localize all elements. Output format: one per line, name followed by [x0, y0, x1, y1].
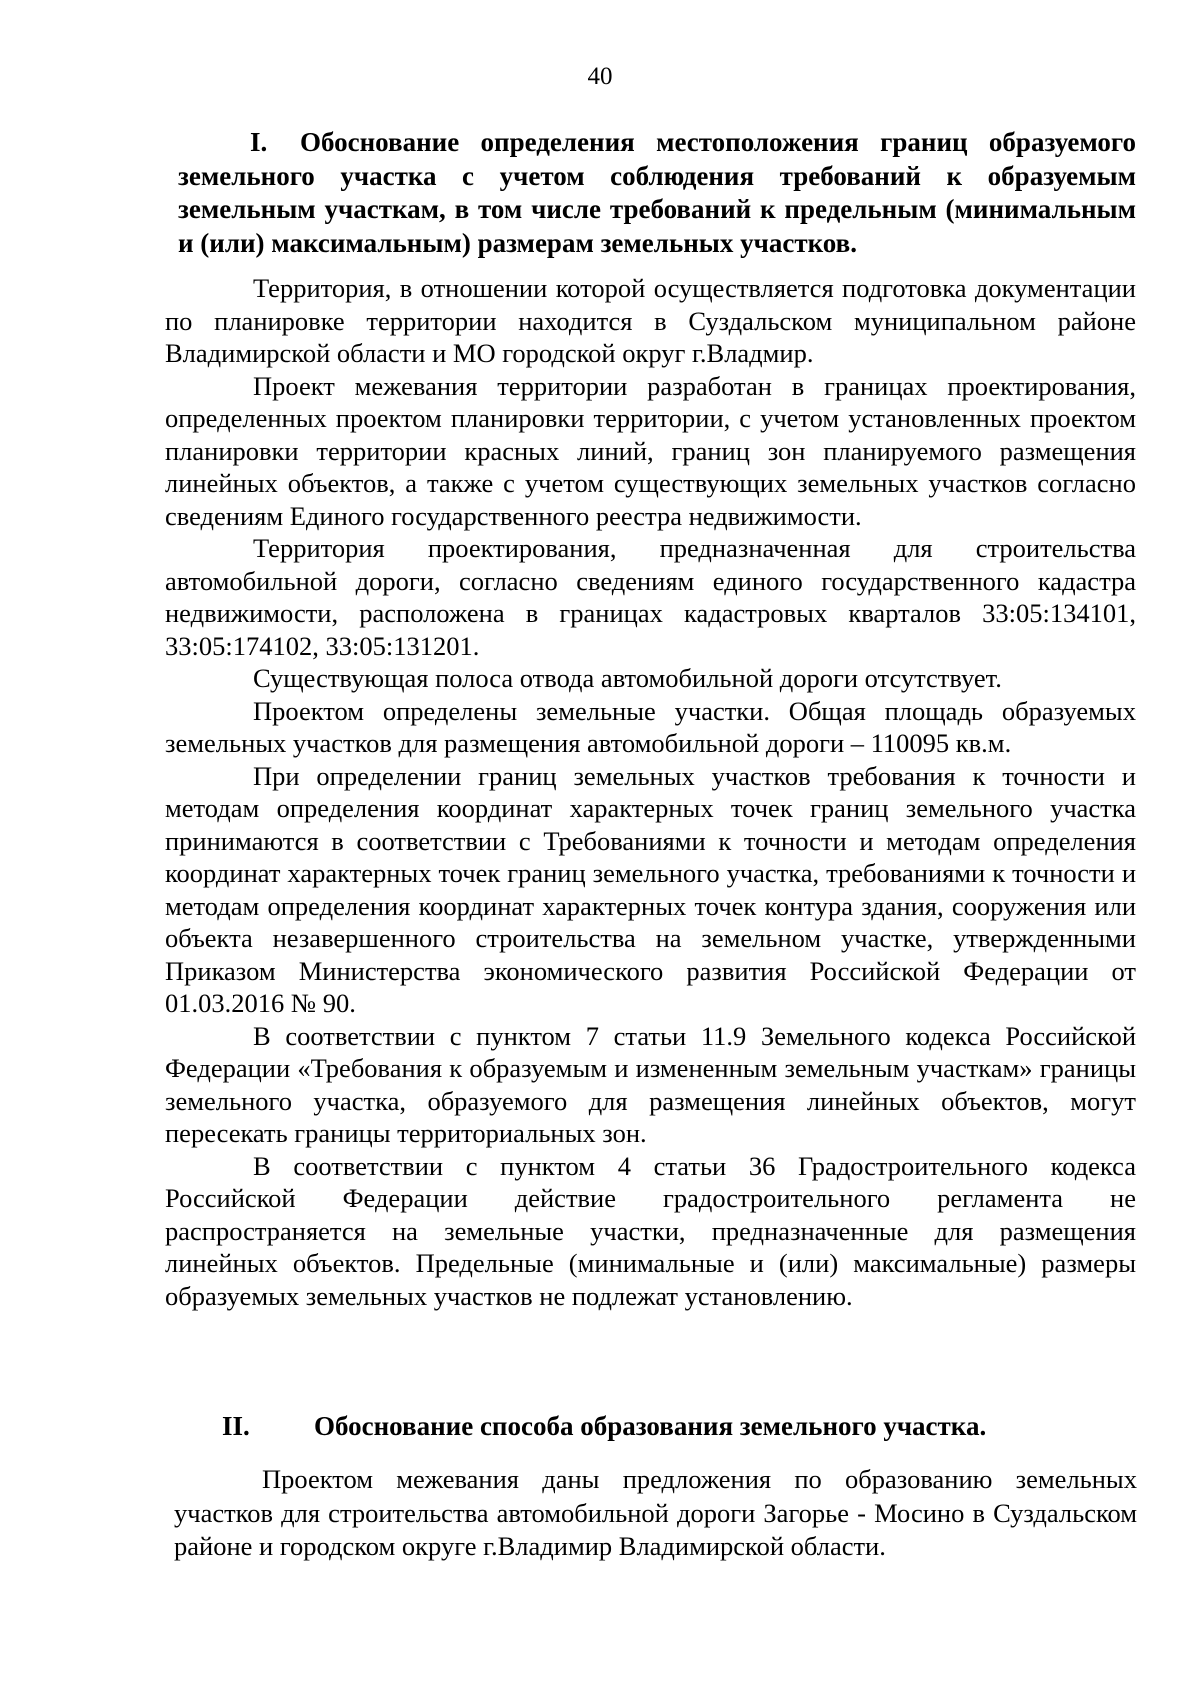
paragraph: Территория, в отношении которой осуществляется подготовка документации по планировке территории находится в Суздальском муниципальном районе Владимирской области и МО городской округ г.Владмир. [165, 273, 1136, 368]
paragraph: Существующая полоса отвода автомобильной дороги отсутствует. [253, 663, 1002, 693]
section-2-title: Обоснование способа образования земельного участка. [314, 1411, 987, 1441]
paragraph: Проектом межевания даны предложения по образованию земельных участков для строительства автомобильной дороги Загорье - Мосино в Суздальском районе и городском округе г.Владимир Владимирской области. [174, 1464, 1137, 1561]
section-2-numeral: II. [222, 1411, 250, 1441]
paragraph: Проектом определены земельные участки. Общая площадь образуемых земельных участков для размещения автомобильной дороги – 110095 кв.м. [165, 695, 1136, 758]
paragraph: Территория проектирования, предназначенная для строительства автомобильной дороги, согласно сведениям единого государственного кадастра недвижимости, расположена в границах кадастровых кварталов 33:05:134101, 33:05:174102, 33:05:131201. [165, 533, 1136, 661]
section-2-heading [222, 1409, 1122, 1443]
paragraph: В соответствии с пунктом 4 статьи 36 Градостроительного кодекса Российской Федерации действие градостроительного регламента не распространяется на земельные участки, предназначенные для размещения линейных объектов. Предельные (минимальные и (или) максимальные) размеры образуемых земельных участков не подлежат установлению. [165, 1150, 1136, 1311]
paragraph: В соответствии с пунктом 7 статьи 11.9 Земельного кодекса Российской Федерации «Требования к образуемым и измененным земельным участкам» границы земельного участка, образуемого для размещения линейных объектов, могут пересекать границы территориальных зон. [165, 1020, 1136, 1148]
paragraph: При определении границ земельных участков требования к точности и методам определения координат характерных точек границ земельного участка принимаются в соответствии с Требованиями к точности и методам определения координат характерных точек границ земельного участка, требованиями к точности и методам определения координат характерных точек контура здания, сооружения или объекта незавершенного строительства на земельном участке, утвержденными Приказом Министерства экономического развития Российской Федерации от 01.03.2016 № 90. [165, 760, 1136, 1018]
section-1-heading [178, 126, 1136, 260]
section-1-body [165, 272, 1136, 1312]
page-number: 40 [587, 63, 613, 90]
section-2-body [174, 1463, 1137, 1564]
paragraph: Проект межевания территории разработан в границах проектирования, определенных проектом планировки территории, с учетом установленных проектом планировки территории красных линий, границ зон планируемого размещения линейных объектов, а также с учетом существующих земельных участков согласно сведениям Единого государственного реестра недвижимости. [165, 370, 1136, 531]
section-1-title: Обоснование определения местоположения границ образуемого земельного участка с учетом соблюдения требований к образуемым земельным участкам, в том числе требований к предельным (минимальным и (или) максимальным) размерам земельных участков. [178, 127, 1136, 258]
section-1-numeral: I. [250, 127, 268, 157]
